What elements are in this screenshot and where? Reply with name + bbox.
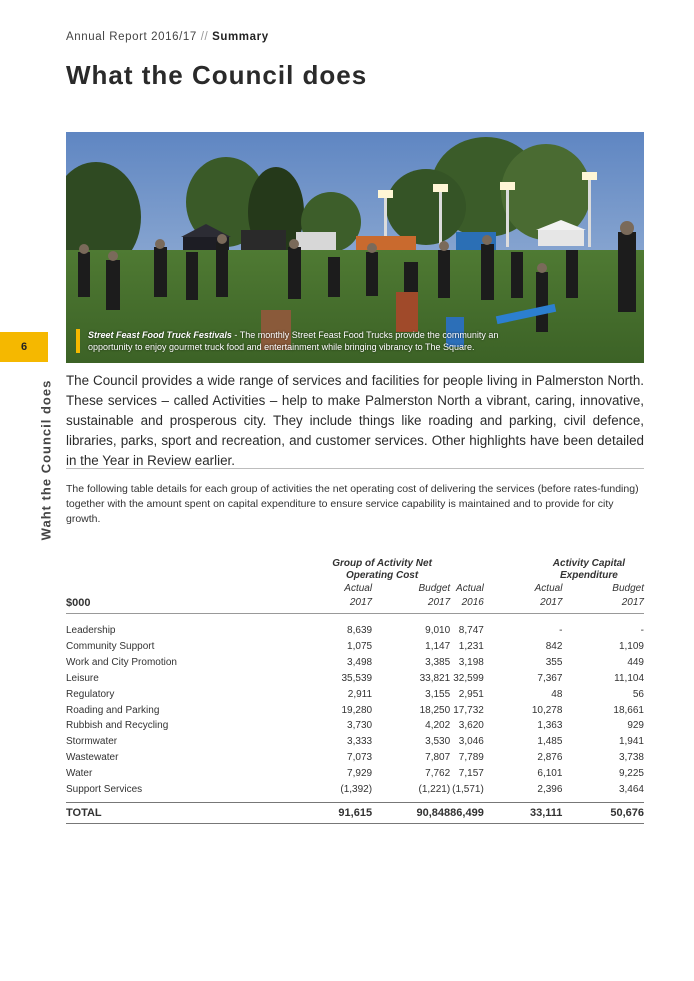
row-label: Regulatory bbox=[66, 688, 115, 700]
cell-value: 9,010 bbox=[425, 625, 451, 636]
cell-value: 1,147 bbox=[425, 640, 451, 652]
cell-value: 3,738 bbox=[618, 752, 644, 764]
cell-value: 1,109 bbox=[618, 640, 644, 652]
cell-value: 2,951 bbox=[458, 688, 484, 700]
cell-value: 3,198 bbox=[458, 656, 484, 668]
cell-value: 48 bbox=[551, 688, 563, 700]
col-year-4: 2017 bbox=[484, 596, 563, 614]
cell-value: 32,599 bbox=[453, 672, 484, 684]
col-type-5: Budget bbox=[612, 583, 644, 594]
cell-value: 19,280 bbox=[341, 704, 373, 716]
col-year-1: 2017 bbox=[294, 596, 372, 614]
running-header bbox=[66, 31, 269, 43]
cell-value: 35,539 bbox=[341, 672, 373, 684]
cell-value: 1,485 bbox=[537, 736, 563, 748]
cell-value: 6,101 bbox=[537, 768, 563, 780]
total-value: 91,615 bbox=[294, 802, 372, 823]
event-photo bbox=[66, 132, 644, 363]
cell-value: (1,392) bbox=[340, 784, 373, 796]
table-row bbox=[66, 734, 644, 750]
cell-value: 7,762 bbox=[425, 768, 451, 780]
section-name: Summary bbox=[212, 31, 269, 43]
cell-value: 1,941 bbox=[618, 736, 644, 748]
cell-value: 929 bbox=[627, 720, 644, 732]
cell-value: 56 bbox=[632, 688, 644, 700]
cell-value: 3,498 bbox=[347, 656, 373, 668]
cell-value: - bbox=[559, 625, 563, 636]
report-name: Annual Report 2016/17 bbox=[66, 31, 197, 43]
cell-value: 3,530 bbox=[425, 736, 451, 748]
cell-value: 11,104 bbox=[614, 672, 644, 684]
row-label: Rubbish and Recycling bbox=[66, 720, 169, 732]
cell-value: 7,367 bbox=[537, 672, 563, 684]
col-type-1: Actual bbox=[344, 583, 373, 594]
table-row bbox=[66, 655, 644, 671]
table-row bbox=[66, 639, 644, 655]
cell-value: 3,333 bbox=[347, 736, 373, 748]
table-description: The following table details for each group of activities the net operating cost of delivering the services (before rates-funding) together with the amount spent on capital expenditure to ensure service capability is maintained and to provide for city growth. bbox=[66, 483, 639, 525]
row-label: Stormwater bbox=[66, 736, 118, 748]
cell-value: 1,231 bbox=[458, 640, 484, 652]
cell-value: 3,620 bbox=[458, 720, 484, 732]
table-row bbox=[66, 703, 644, 719]
photo-caption bbox=[76, 329, 528, 353]
side-section-label: Waht the Council does bbox=[38, 379, 54, 541]
total-value: 33,111 bbox=[484, 802, 563, 823]
total-label: TOTAL bbox=[66, 802, 294, 823]
col-year-5: 2017 bbox=[562, 596, 644, 614]
cell-value: - bbox=[640, 625, 644, 636]
page-number-tab bbox=[0, 332, 48, 362]
cell-value: 3,385 bbox=[425, 656, 451, 668]
row-label: Leadership bbox=[66, 625, 116, 636]
total-value: 50,676 bbox=[562, 802, 644, 823]
cell-value: 3,046 bbox=[458, 736, 484, 748]
caption-title: Street Feast Food Truck Festivals bbox=[88, 330, 232, 340]
cell-value: 4,202 bbox=[425, 720, 451, 732]
table-row bbox=[66, 750, 644, 766]
cell-value: 355 bbox=[545, 656, 563, 668]
table-row bbox=[66, 782, 644, 798]
total-value: 90,848 bbox=[372, 802, 450, 823]
unit-label: $000 bbox=[66, 596, 294, 614]
row-label: Water bbox=[66, 768, 93, 780]
cell-value: 2,876 bbox=[537, 752, 563, 764]
table-row bbox=[66, 718, 644, 734]
cell-value: 7,073 bbox=[347, 752, 373, 764]
cell-value: 8,747 bbox=[458, 625, 484, 636]
col-year-3: 2016 bbox=[450, 596, 484, 614]
cell-value: 9,225 bbox=[618, 768, 644, 780]
table-row bbox=[66, 687, 644, 703]
cell-value: 1,363 bbox=[537, 720, 563, 732]
cell-value: 33,821 bbox=[419, 672, 451, 684]
cell-value: 8,639 bbox=[347, 625, 373, 636]
row-label: Community Support bbox=[66, 640, 155, 652]
row-label: Work and City Promotion bbox=[66, 656, 177, 668]
operating-cost-group-header: Group of Activity Net Operating Cost bbox=[332, 558, 432, 581]
table-row bbox=[66, 766, 644, 782]
cell-value: 17,732 bbox=[453, 704, 484, 716]
cell-value: 842 bbox=[545, 640, 563, 652]
col-type-3: Actual bbox=[456, 583, 484, 594]
col-type-2: Budget bbox=[418, 583, 451, 594]
caption-text: - The monthly Street Feast Food Trucks provide the community an opportunity to enjoy gourmet truck food and entertainment while bringing vibrancy to The Square. bbox=[88, 330, 499, 352]
cell-value: 449 bbox=[627, 656, 644, 668]
activity-cost-table bbox=[66, 558, 644, 824]
cell-value: 3,730 bbox=[347, 720, 373, 732]
cell-value: 10,278 bbox=[531, 704, 563, 716]
cell-value: 7,157 bbox=[458, 768, 484, 780]
cell-value: 18,661 bbox=[613, 704, 644, 716]
divider bbox=[66, 468, 644, 469]
cell-value: 2,396 bbox=[537, 784, 563, 796]
page-title: What the Council does bbox=[66, 60, 368, 90]
total-row bbox=[66, 802, 644, 823]
row-label: Wastewater bbox=[66, 752, 119, 764]
cell-value: 18,250 bbox=[419, 704, 451, 716]
row-label: Leisure bbox=[66, 672, 99, 684]
cell-value: 3,155 bbox=[425, 688, 451, 700]
cell-value: (1,571) bbox=[452, 784, 484, 796]
cell-value: 3,464 bbox=[618, 784, 644, 796]
cell-value: 7,929 bbox=[347, 768, 373, 780]
table-row bbox=[66, 671, 644, 687]
cell-value: 7,807 bbox=[425, 752, 451, 764]
row-label: Support Services bbox=[66, 784, 143, 796]
capital-expenditure-group-header: Activity Capital Expenditure bbox=[552, 558, 626, 581]
col-year-2: 2017 bbox=[372, 596, 450, 614]
table-row bbox=[66, 623, 644, 639]
col-type-4: Actual bbox=[534, 583, 563, 594]
cell-value: (1,221) bbox=[418, 784, 451, 796]
page-number: 6 bbox=[20, 341, 28, 353]
header-separator: // bbox=[200, 31, 209, 43]
cell-value: 7,789 bbox=[458, 752, 484, 764]
intro-paragraph: The Council provides a wide range of services and facilities for people living in Palmerston North. These services – called Activities – help to make Palmerston North a vibrant, caring, innovative, sustainable and prosperous city. They include things like roading and parking, civil defence, libraries, parks, sport and recreation, and customer services. Other highlights have been detailed in the Year in Review earlier. bbox=[66, 373, 644, 468]
cell-value: 1,075 bbox=[347, 640, 373, 652]
cell-value: 2,911 bbox=[347, 688, 373, 700]
total-value: 86,499 bbox=[450, 802, 484, 823]
row-label: Roading and Parking bbox=[66, 704, 160, 716]
